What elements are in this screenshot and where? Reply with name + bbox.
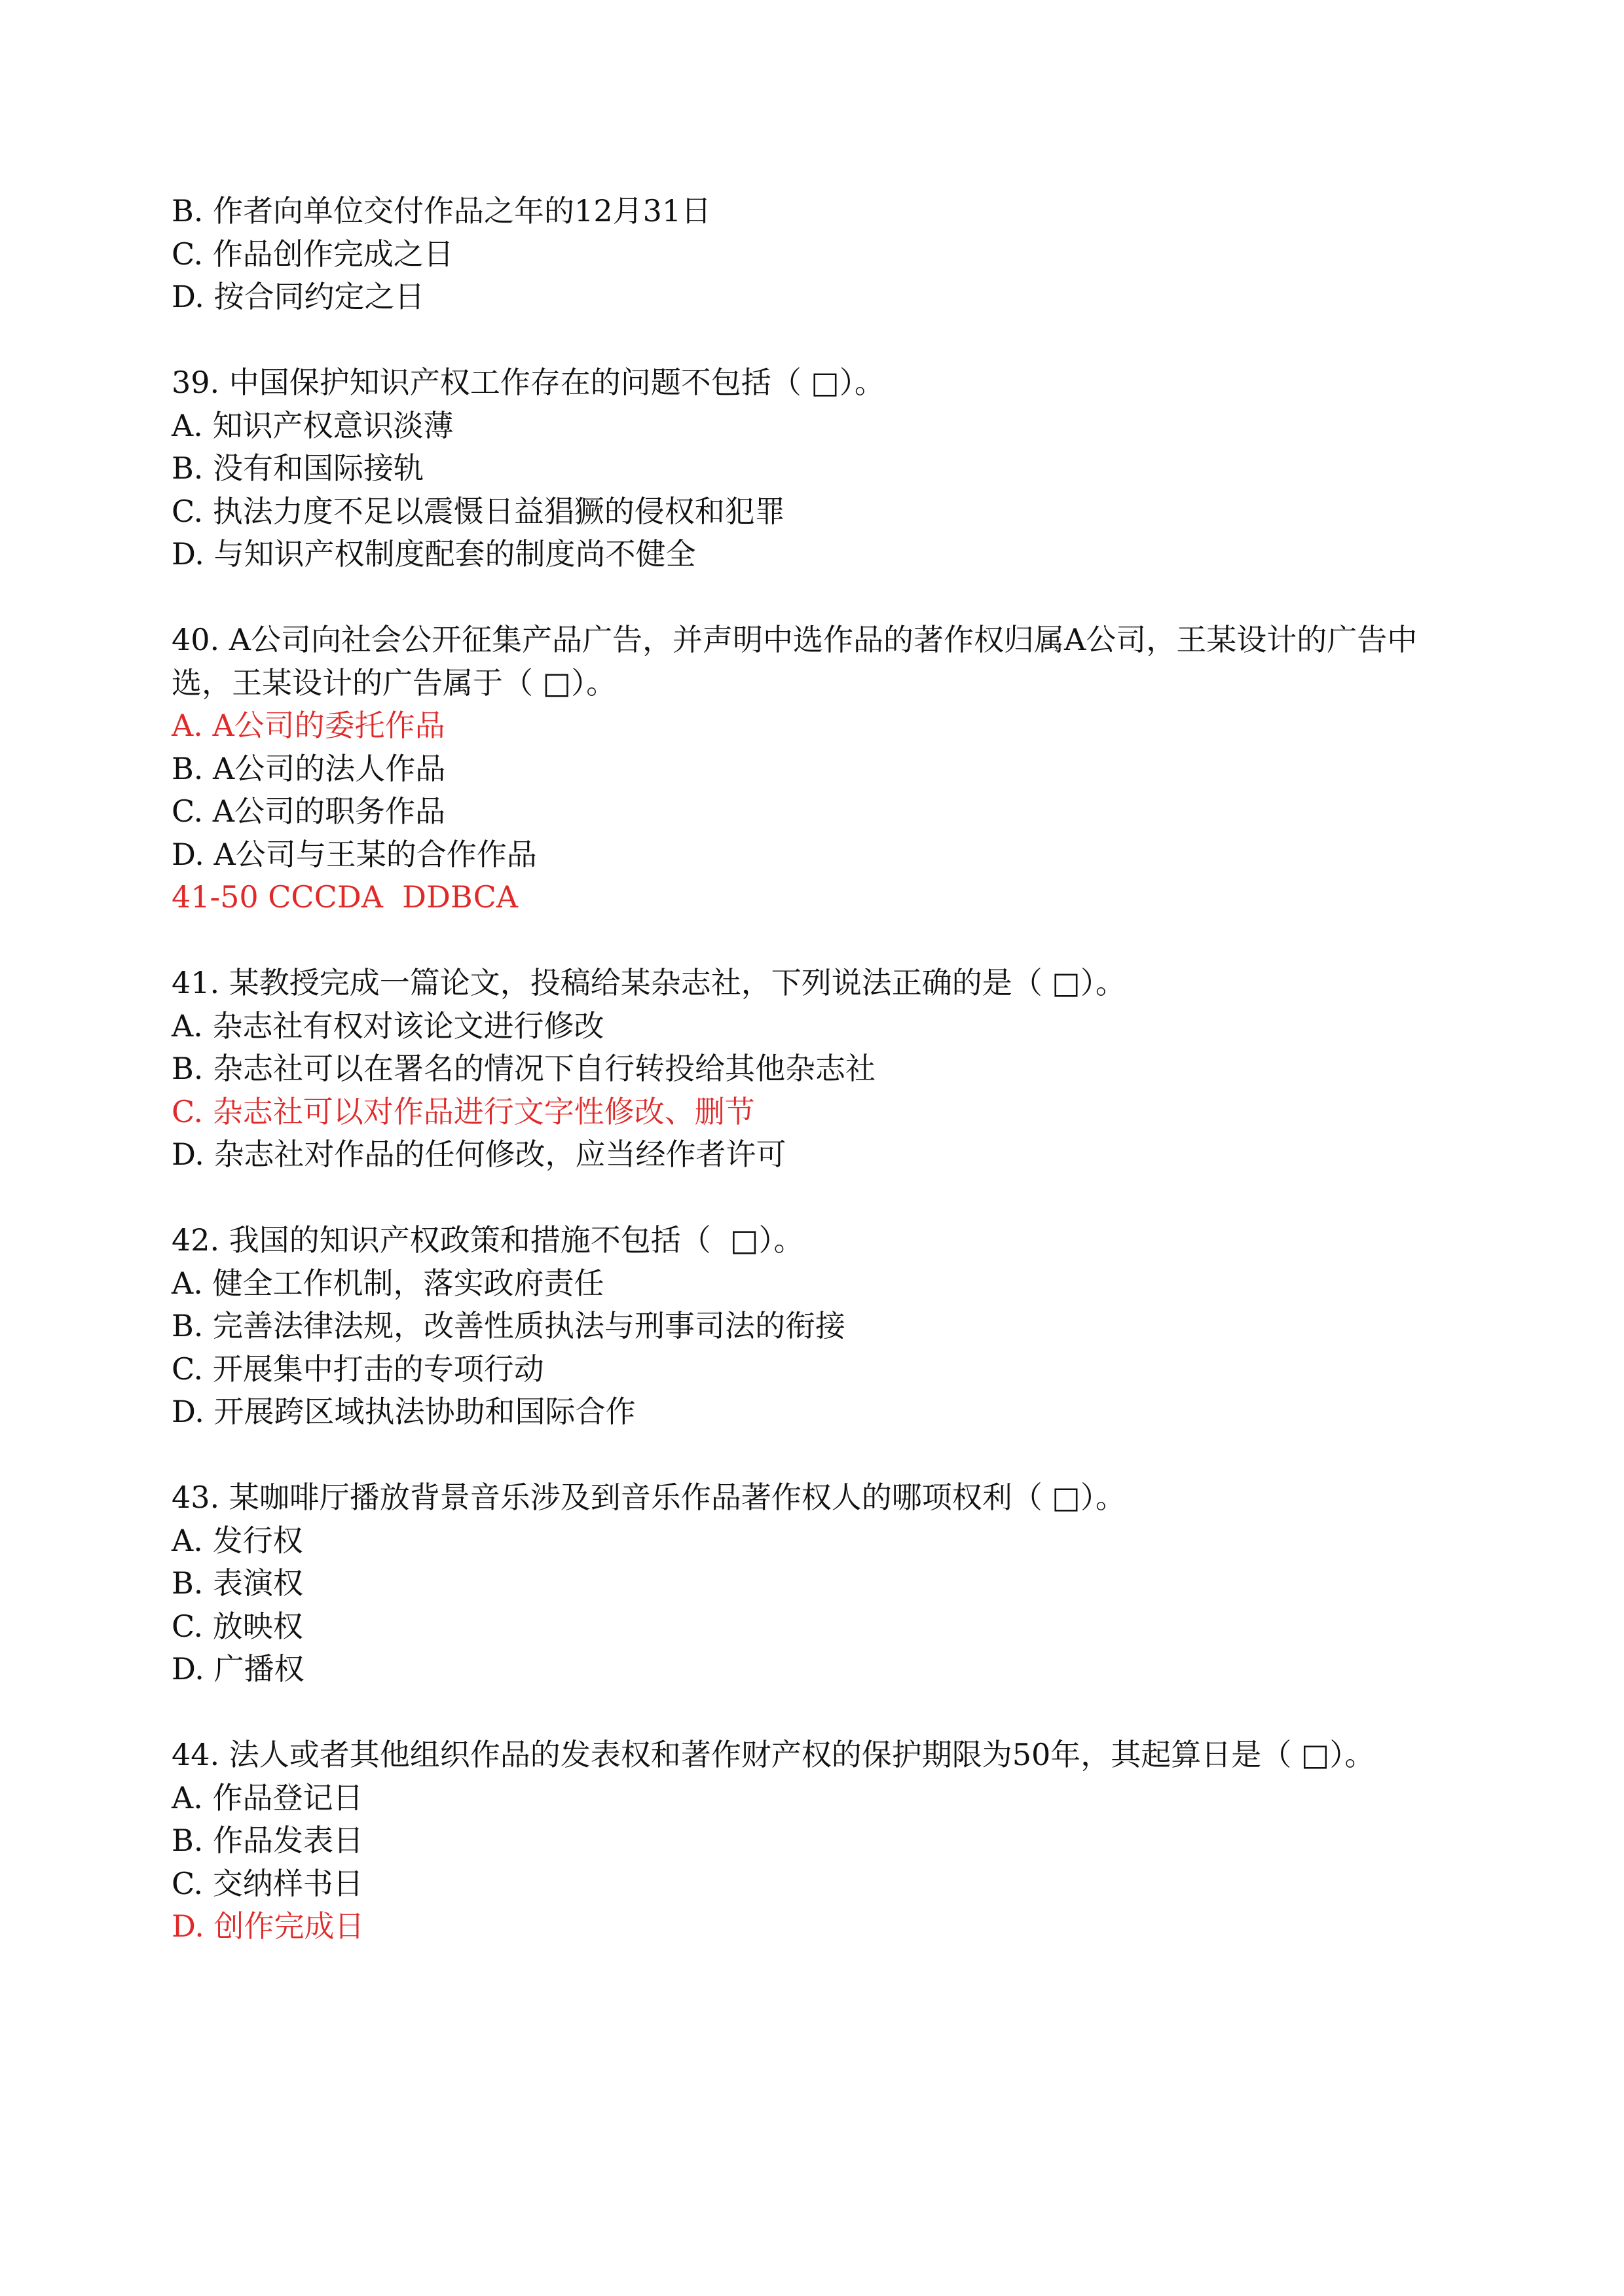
option-a: A. 发行权 (172, 1522, 303, 1558)
option-c: C. 交纳样书日 (172, 1865, 363, 1901)
option-d: D. A公司与王某的合作作品 (172, 836, 537, 872)
option-c: C. A公司的职务作品 (172, 793, 446, 829)
option-d: D. 杂志社对作品的任何修改，应当经作者许可 (172, 1137, 786, 1172)
option-a: A. 知识产权意识淡薄 (172, 407, 454, 443)
question-39 (172, 361, 1455, 576)
option-a: A. 杂志社有权对该论文进行修改 (172, 1008, 604, 1044)
spacer (172, 319, 1455, 362)
option-d: D. 与知识产权制度配套的制度尚不健全 (172, 536, 696, 572)
option-b: B. 表演权 (172, 1565, 304, 1601)
question-42 (172, 1219, 1455, 1434)
spacer (172, 1691, 1455, 1734)
option-b: B. 杂志社可以在署名的情况下自行转投给其他杂志社 (172, 1051, 876, 1086)
option-a-answer: A. A公司的委托作品 (172, 708, 445, 743)
question-44 (172, 1734, 1455, 1948)
option-c: C. 作品创作完成之日 (172, 236, 454, 272)
question-stem: 42. 我国的知识产权政策和措施不包括（ □）。 (172, 1222, 804, 1258)
option-b: B. 作者向单位交付作品之年的12月31日 (172, 193, 712, 228)
option-d: D. 开展跨区域执法协助和国际合作 (172, 1394, 636, 1429)
question-40 (172, 619, 1455, 876)
spacer (172, 919, 1455, 962)
option-d: D. 广播权 (172, 1651, 304, 1686)
spacer (172, 1434, 1455, 1477)
option-c: C. 执法力度不足以震慑日益猖獗的侵权和犯罪 (172, 493, 785, 529)
option-a: A. 健全工作机制，落实政府责任 (172, 1265, 604, 1301)
option-c: C. 放映权 (172, 1608, 303, 1644)
option-b: B. 完善法律法规，改善性质执法与刑事司法的衔接 (172, 1308, 846, 1343)
option-b: B. 作品发表日 (172, 1823, 364, 1858)
question-stem: 41. 某教授完成一篇论文，投稿给某杂志社，下列说法正确的是（ □）。 (172, 965, 1126, 1000)
question-stem: 40. A公司向社会公开征集产品广告，并声明中选作品的著作权归属A公司，王某设计的广告中选，王某设计的广告属于（ □）。 (172, 622, 1418, 701)
question-stem: 43. 某咖啡厅播放背景音乐涉及到音乐作品著作权人的哪项权利（ □）。 (172, 1480, 1126, 1515)
answer-key: 41-50 CCCDA DDBCA (172, 879, 518, 915)
spacer (172, 576, 1455, 619)
question-41 (172, 962, 1455, 1176)
document-page (172, 190, 1455, 1948)
question-38-options (172, 190, 1455, 319)
option-b: B. 没有和国际接轨 (172, 450, 424, 486)
question-stem: 44. 法人或者其他组织作品的发表权和著作财产权的保护期限为50年，其起算日是（ □）。 (172, 1737, 1375, 1772)
spacer (172, 1176, 1455, 1220)
option-d-answer: D. 创作完成日 (172, 1908, 365, 1944)
question-43 (172, 1476, 1455, 1691)
option-d: D. 按合同约定之日 (172, 279, 425, 314)
question-stem: 39. 中国保护知识产权工作存在的问题不包括（ □）。 (172, 365, 885, 400)
option-c-answer: C. 杂志社可以对作品进行文字性修改、删节 (172, 1093, 755, 1129)
option-b: B. A公司的法人作品 (172, 750, 446, 786)
option-c: C. 开展集中打击的专项行动 (172, 1351, 544, 1387)
option-a: A. 作品登记日 (172, 1779, 363, 1815)
